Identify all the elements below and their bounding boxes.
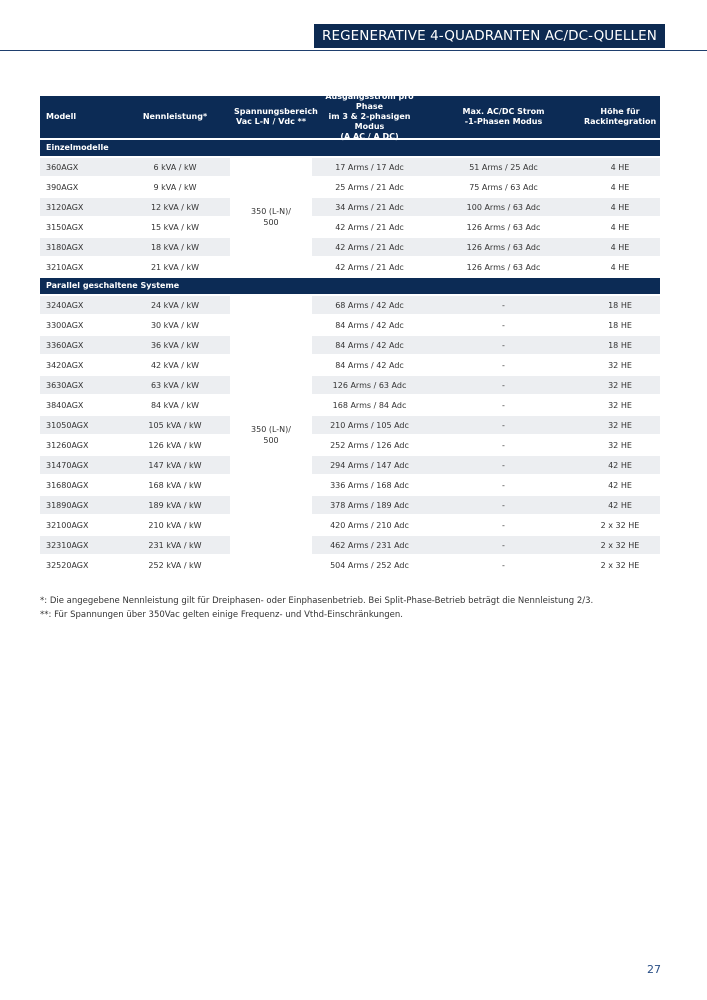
table-cell: 31470AGX bbox=[46, 460, 89, 470]
table-row bbox=[40, 218, 660, 236]
table-row bbox=[40, 376, 660, 394]
table-cell: - bbox=[502, 300, 505, 310]
table-cell: 42 kVA / kW bbox=[150, 360, 200, 370]
col-hoehe: Höhe für Rackintegration bbox=[584, 107, 657, 126]
table-cell: 336 Arms / 168 Adc bbox=[330, 480, 409, 490]
table-cell: 420 Arms / 210 Adc bbox=[330, 520, 409, 530]
table-cell: 42 HE bbox=[608, 460, 632, 470]
table-cell: 36 kVA / kW bbox=[150, 340, 200, 350]
table-cell bbox=[230, 258, 312, 276]
table-cell: - bbox=[502, 400, 505, 410]
table-cell: 68 Arms / 42 Adc bbox=[335, 300, 404, 310]
table-cell bbox=[230, 336, 312, 354]
table-cell: 3300AGX bbox=[46, 320, 84, 330]
table-cell: - bbox=[502, 440, 505, 450]
table-cell: 84 kVA / kW bbox=[150, 400, 200, 410]
footnote-2: **: Für Spannungen über 350Vac gelten einige Frequenz- und Vthd-Einschränkungen. bbox=[40, 610, 403, 620]
table-cell: 3840AGX bbox=[46, 400, 84, 410]
table-row bbox=[40, 416, 660, 434]
section-header: Einzelmodelle bbox=[40, 140, 660, 156]
table-row bbox=[40, 316, 660, 334]
table-cell bbox=[230, 158, 312, 176]
table-cell: 31050AGX bbox=[46, 420, 89, 430]
table-cell bbox=[230, 316, 312, 334]
table-cell: 2 x 32 HE bbox=[600, 540, 640, 550]
table-cell: 32520AGX bbox=[46, 560, 89, 570]
table-cell: 126 kVA / kW bbox=[148, 440, 202, 450]
table-row bbox=[40, 456, 660, 474]
table-cell bbox=[230, 476, 312, 494]
table-cell: 126 Arms / 63 Adc bbox=[466, 262, 541, 272]
table-cell: - bbox=[502, 380, 505, 390]
table-cell: 189 kVA / kW bbox=[148, 500, 202, 510]
table-cell: 32 HE bbox=[608, 440, 632, 450]
table-cell: 294 Arms / 147 Adc bbox=[330, 460, 409, 470]
table-cell: 42 HE bbox=[608, 500, 632, 510]
page-number: 27 bbox=[647, 963, 661, 976]
table-row bbox=[40, 496, 660, 514]
table-cell: - bbox=[502, 420, 505, 430]
table-cell bbox=[230, 516, 312, 534]
table-cell: 360AGX bbox=[46, 162, 79, 172]
col-ausgangsstrom: Ausgangsstrom pro Phase im 3 & 2-phasigen Modus (A AC / A DC) bbox=[325, 92, 414, 141]
table-cell: 2 x 32 HE bbox=[600, 560, 640, 570]
table-cell: 100 Arms / 63 Adc bbox=[466, 202, 541, 212]
table-cell: 210 kVA / kW bbox=[148, 520, 202, 530]
table-cell: 84 Arms / 42 Adc bbox=[335, 340, 404, 350]
voltage-range-label: 350 (L-N)/ 500 bbox=[251, 425, 291, 445]
table-cell: 9 kVA / kW bbox=[153, 182, 197, 192]
table-cell: 3120AGX bbox=[46, 202, 84, 212]
table-cell: 2 x 32 HE bbox=[600, 520, 640, 530]
table-row bbox=[40, 336, 660, 354]
footnote-1: *: Die angegebene Nennleistung gilt für Dreiphasen- oder Einphasenbetrieb. Bei Split-Phase-Betrieb beträgt die Nennleistung 2/3. bbox=[40, 596, 594, 606]
col-nennleistung: Nennleistung* bbox=[142, 112, 208, 121]
table-cell: - bbox=[502, 480, 505, 490]
table-cell: 17 Arms / 17 Adc bbox=[335, 162, 404, 172]
table-body bbox=[40, 140, 660, 574]
table-cell: 252 Arms / 126 Adc bbox=[330, 440, 409, 450]
table-row bbox=[40, 198, 660, 216]
table-cell: 42 Arms / 21 Adc bbox=[335, 222, 404, 232]
table-cell: 3630AGX bbox=[46, 380, 84, 390]
table-cell: 3420AGX bbox=[46, 360, 84, 370]
table-cell: - bbox=[502, 540, 505, 550]
table-cell bbox=[230, 376, 312, 394]
table-cell: - bbox=[502, 340, 505, 350]
table-cell: 32 HE bbox=[608, 380, 632, 390]
table-row bbox=[40, 536, 660, 554]
table-cell: - bbox=[502, 320, 505, 330]
table-cell: 4 HE bbox=[610, 242, 630, 252]
table-cell: 126 Arms / 63 Adc bbox=[466, 222, 541, 232]
table-cell: 34 Arms / 21 Adc bbox=[335, 202, 404, 212]
table-cell: 32310AGX bbox=[46, 540, 89, 550]
table-cell: 42 HE bbox=[608, 480, 632, 490]
table-cell: 18 kVA / kW bbox=[150, 242, 200, 252]
col-spannung: Spannungsbereich Vac L-N / Vdc ** bbox=[234, 107, 318, 126]
table-cell: - bbox=[502, 560, 505, 570]
table-cell bbox=[230, 238, 312, 256]
table-row bbox=[40, 258, 660, 276]
page-title: REGENERATIVE 4-QUADRANTEN AC/DC-QUELLEN bbox=[314, 24, 665, 48]
section-header: Parallel geschaltene Systeme bbox=[40, 278, 660, 294]
table-cell: 126 Arms / 63 Adc bbox=[332, 380, 407, 390]
table-cell bbox=[230, 356, 312, 374]
table-cell: 30 kVA / kW bbox=[150, 320, 200, 330]
table-row bbox=[40, 396, 660, 414]
table-row bbox=[40, 178, 660, 196]
table-cell: 462 Arms / 231 Adc bbox=[330, 540, 409, 550]
col-modell: Modell bbox=[46, 112, 77, 121]
table-cell: 504 Arms / 252 Adc bbox=[330, 560, 409, 570]
table-cell: 4 HE bbox=[610, 182, 630, 192]
table-cell: - bbox=[502, 360, 505, 370]
table-cell bbox=[230, 178, 312, 196]
table-cell: 31890AGX bbox=[46, 500, 89, 510]
table-cell: 3360AGX bbox=[46, 340, 84, 350]
table-cell: 31260AGX bbox=[46, 440, 89, 450]
table-cell: 4 HE bbox=[610, 262, 630, 272]
table-cell: 24 kVA / kW bbox=[150, 300, 200, 310]
table-cell: 32 HE bbox=[608, 400, 632, 410]
table-cell: 3150AGX bbox=[46, 222, 84, 232]
table-cell: 4 HE bbox=[610, 162, 630, 172]
table-cell: 210 Arms / 105 Adc bbox=[330, 420, 409, 430]
table-cell: - bbox=[502, 460, 505, 470]
table-cell: 84 Arms / 42 Adc bbox=[335, 360, 404, 370]
table-cell: 18 HE bbox=[608, 300, 632, 310]
table-cell: 84 Arms / 42 Adc bbox=[335, 320, 404, 330]
table-cell: 15 kVA / kW bbox=[150, 222, 200, 232]
table-row bbox=[40, 436, 660, 454]
table-cell: 3210AGX bbox=[46, 262, 84, 272]
table-cell: 147 kVA / kW bbox=[148, 460, 202, 470]
voltage-range-label: 350 (L-N)/ 500 bbox=[251, 207, 291, 227]
table-cell: 105 kVA / kW bbox=[148, 420, 202, 430]
table-cell bbox=[230, 396, 312, 414]
table-cell: 32100AGX bbox=[46, 520, 89, 530]
table-row bbox=[40, 476, 660, 494]
table-row bbox=[40, 296, 660, 314]
table-row bbox=[40, 556, 660, 574]
table-cell bbox=[230, 496, 312, 514]
table-row bbox=[40, 516, 660, 534]
table-cell: 42 Arms / 21 Adc bbox=[335, 262, 404, 272]
spec-table bbox=[40, 92, 660, 574]
table-cell: 4 HE bbox=[610, 202, 630, 212]
table-cell: 3240AGX bbox=[46, 300, 84, 310]
table-cell: 390AGX bbox=[46, 182, 79, 192]
table-cell: 252 kVA / kW bbox=[148, 560, 202, 570]
table-cell: 25 Arms / 21 Adc bbox=[335, 182, 404, 192]
table-cell: 42 Arms / 21 Adc bbox=[335, 242, 404, 252]
table-cell: 168 Arms / 84 Adc bbox=[332, 400, 407, 410]
col-max-strom: Max. AC/DC Strom -1-Phasen Modus bbox=[462, 107, 545, 126]
table-cell: 21 kVA / kW bbox=[150, 262, 200, 272]
table-cell: - bbox=[502, 520, 505, 530]
table-row bbox=[40, 238, 660, 256]
table-cell: 32 HE bbox=[608, 360, 632, 370]
table-cell: 32 HE bbox=[608, 420, 632, 430]
table-cell bbox=[230, 456, 312, 474]
table-row bbox=[40, 158, 660, 176]
table-cell: 4 HE bbox=[610, 222, 630, 232]
table-cell: 18 HE bbox=[608, 320, 632, 330]
table-cell: 126 Arms / 63 Adc bbox=[466, 242, 541, 252]
table-cell: 31680AGX bbox=[46, 480, 89, 490]
table-cell: - bbox=[502, 500, 505, 510]
table-cell: 3180AGX bbox=[46, 242, 84, 252]
table-cell: 378 Arms / 189 Adc bbox=[330, 500, 409, 510]
table-row bbox=[40, 356, 660, 374]
table-cell: 6 kVA / kW bbox=[153, 162, 197, 172]
table-cell bbox=[230, 556, 312, 574]
table-cell: 63 kVA / kW bbox=[150, 380, 200, 390]
table-cell: 18 HE bbox=[608, 340, 632, 350]
header-rule bbox=[0, 50, 707, 51]
table-cell: 75 Arms / 63 Adc bbox=[469, 182, 538, 192]
footnotes bbox=[40, 594, 660, 622]
table-cell bbox=[230, 296, 312, 314]
table-header bbox=[40, 92, 660, 141]
table-cell: 51 Arms / 25 Adc bbox=[469, 162, 538, 172]
table-cell: 12 kVA / kW bbox=[150, 202, 200, 212]
table-cell bbox=[230, 536, 312, 554]
table-cell: 168 kVA / kW bbox=[148, 480, 202, 490]
table-cell: 231 kVA / kW bbox=[148, 540, 202, 550]
